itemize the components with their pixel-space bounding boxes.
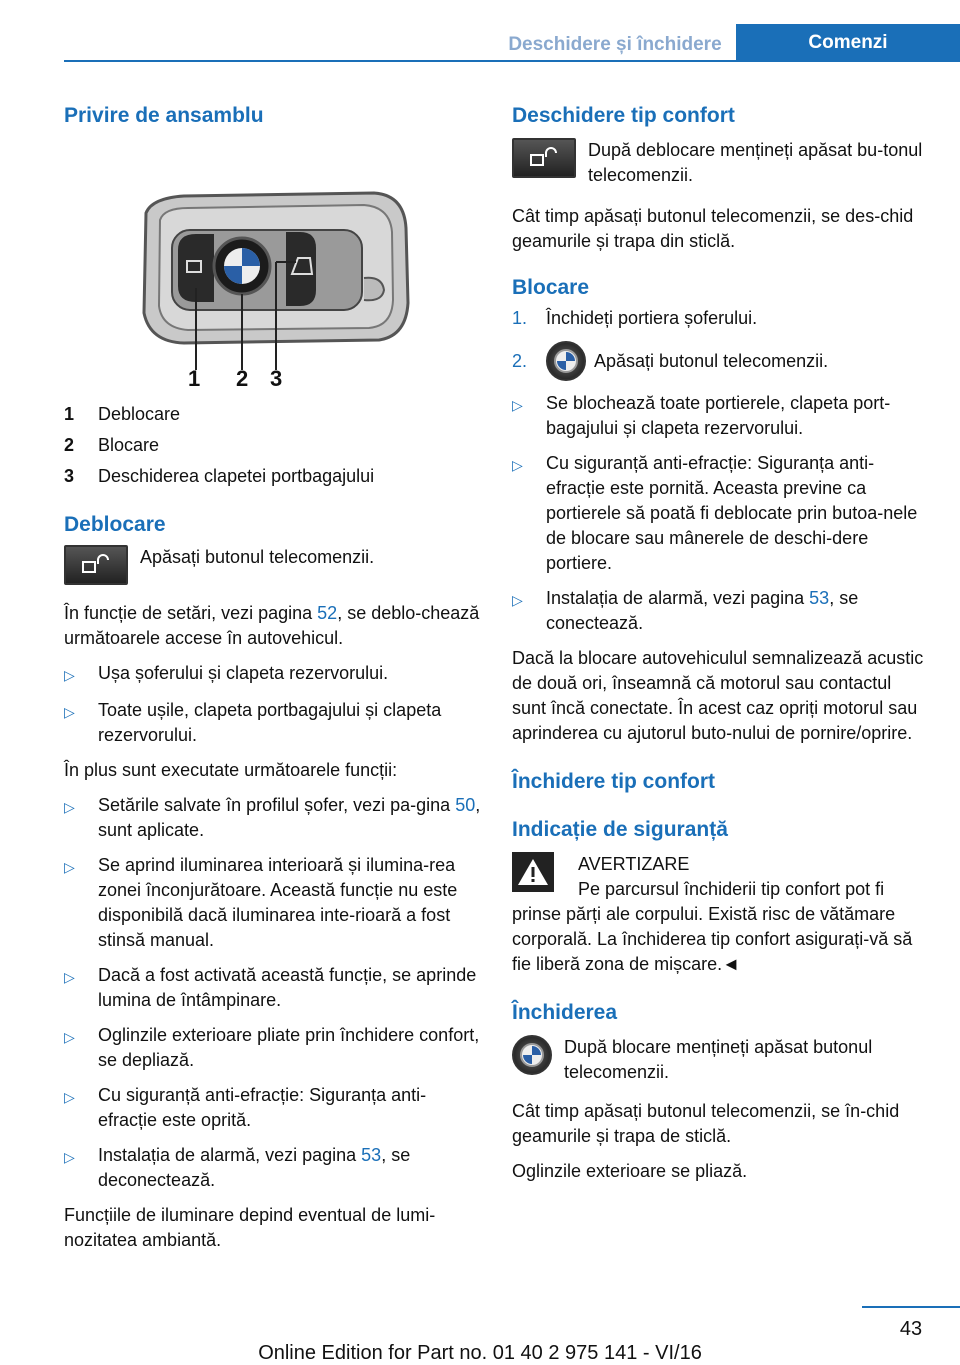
list-item: ▷ Cu siguranță anti-efracție: Siguranța anti-efracție este oprită. — [64, 1085, 427, 1130]
lock-steps — [512, 306, 928, 381]
unlock-access-list — [64, 661, 482, 748]
warning-text: prinse părți ale corpului. Există risc de vătămare corporală. La închiderea tip confort asigurați-vă să fie liberă zona de mișcare.◄ — [512, 904, 913, 974]
legend-item: 2 Blocare — [64, 435, 160, 455]
page-link[interactable]: 53 — [361, 1145, 382, 1165]
left-column — [64, 100, 482, 1253]
figure-legend — [64, 402, 482, 489]
legend-item: 3 Deschiderea clapetei portbagajului — [64, 466, 375, 486]
page-link[interactable]: 52 — [317, 603, 338, 623]
mirrors-text: Oglinzile exterioare se pliază. — [512, 1161, 748, 1181]
bmw-lock-button-icon — [546, 341, 586, 381]
step-item: 2. Apăsați butonul telecomenzii. — [512, 341, 928, 381]
page-link[interactable]: 53 — [809, 588, 830, 608]
closing-instruction — [512, 1035, 928, 1085]
extra-functions-list — [64, 793, 482, 1193]
header-rule — [64, 60, 960, 62]
unlock-heading: Deblocare — [64, 513, 166, 536]
unlock-instruction — [64, 545, 482, 585]
lock-paragraph: Dacă la blocare autovehiculul semnalizează acustic de două ori, înseamnă că motorul sau contactul sunt încă conectate. În acest caz opriți motorul sau aprinderea cu ajutorul buto-nului de pornire/oprire. — [512, 648, 924, 743]
warning-first-line: Pe parcursul închiderii tip confort pot fi — [578, 879, 885, 899]
comfort-open-text: Cât timp apăsați butonul telecomenzii, se des-chid geamurile și trapa din sticlă. — [512, 206, 914, 251]
list-item: ▷ Oglinzile exterioare pliate prin închidere confort, se depliază. — [64, 1025, 480, 1070]
list-item: ▷ Ușa șoferului și clapeta rezervorului. — [64, 663, 389, 683]
list-item: ▷ Setările salvate în profilul șofer, vezi pa-gina 50, sunt aplicate. — [64, 795, 481, 840]
closing-heading: Închiderea — [512, 1001, 618, 1024]
list-item: ▷ Cu siguranță anti-efracție: Siguranța anti-efracție este pornită. Aceasta previne ca portierele să poată fi deblocate prin butoa-nele de blocare sau mânerele de deschi-dere portiere. — [512, 453, 918, 573]
figure-label-3: 3 — [270, 366, 283, 391]
footer-rule — [862, 1306, 960, 1308]
overview-heading: Privire de ansamblu — [64, 104, 264, 127]
list-item: ▷ Instalația de alarmă, vezi pagina 53, se deconectează. — [64, 1145, 411, 1190]
warning-triangle-icon — [512, 852, 554, 892]
figure-label-1: 1 — [188, 366, 201, 391]
key-fob-illustration — [64, 138, 482, 386]
key-fob-figure — [64, 138, 482, 391]
list-item: ▷ Dacă a fost activată această funcție, se aprinde lumina de întâmpinare. — [64, 965, 477, 1010]
comfort-close-heading: Închidere tip confort — [512, 770, 716, 793]
lock-heading: Blocare — [512, 276, 590, 299]
comfort-open-instruction — [512, 138, 928, 188]
chapter-tab: Comenzi — [736, 24, 960, 62]
list-item: ▷ Se aprind iluminarea interioară și ilumina-rea zonei înconjurătoare. Această funcție nu este disponibilă dacă iluminarea inte-rioară a fost stinsă manual. — [64, 855, 458, 950]
legend-item: 1 Deblocare — [64, 404, 181, 424]
unlock-icon-text: Apăsați butonul telecomenzii. — [140, 547, 375, 567]
warning-block — [512, 852, 928, 902]
bmw-lock-button-icon — [512, 1035, 552, 1075]
function-paragraph: În funcție de setări, vezi pagina 52, se deblo-chează următoarele accese în autovehicul. — [64, 603, 480, 648]
list-item: ▷ Instalația de alarmă, vezi pagina 53, se conectează. — [512, 588, 859, 633]
comfort-open-heading: Deschidere tip confort — [512, 104, 735, 127]
comfort-open-icon-text: După deblocare mențineți apăsat bu-tonul telecomenzii. — [588, 140, 923, 185]
lock-effects-list — [512, 391, 928, 636]
page-number: 43 — [899, 1318, 923, 1340]
page-link[interactable]: 50 — [455, 795, 476, 815]
section-title: Deschidere și închidere — [508, 34, 722, 55]
list-item: ▷ Toate ușile, clapeta portbagajului și clapeta rezervorului. — [64, 700, 442, 745]
warning-label: AVERTIZARE — [578, 854, 690, 874]
footer-edition: Online Edition for Part no. 01 40 2 975 141 - VI/16 — [258, 1342, 702, 1364]
list-item: ▷ Se blochează toate portierele, clapeta port-bagajului și clapeta rezervorului. — [512, 393, 891, 438]
safety-heading: Indicație de siguranță — [512, 818, 728, 841]
closing-text: Cât timp apăsați butonul telecomenzii, se în-chid geamurile și trapa de sticlă. — [512, 1101, 900, 1146]
extra-functions-intro: În plus sunt executate următoarele funcții: — [64, 760, 398, 780]
right-column — [512, 100, 928, 1184]
lighting-note: Funcțiile de iluminare depind eventual de lumi-nozitatea ambiantă. — [64, 1205, 436, 1250]
step-item: 1. Închideți portiera șoferului. — [512, 308, 758, 328]
unlock-button-icon — [512, 138, 576, 178]
closing-icon-text: După blocare mențineți apăsat butonul telecomenzii. — [564, 1037, 873, 1082]
figure-label-2: 2 — [236, 366, 249, 391]
unlock-button-icon — [64, 545, 128, 585]
